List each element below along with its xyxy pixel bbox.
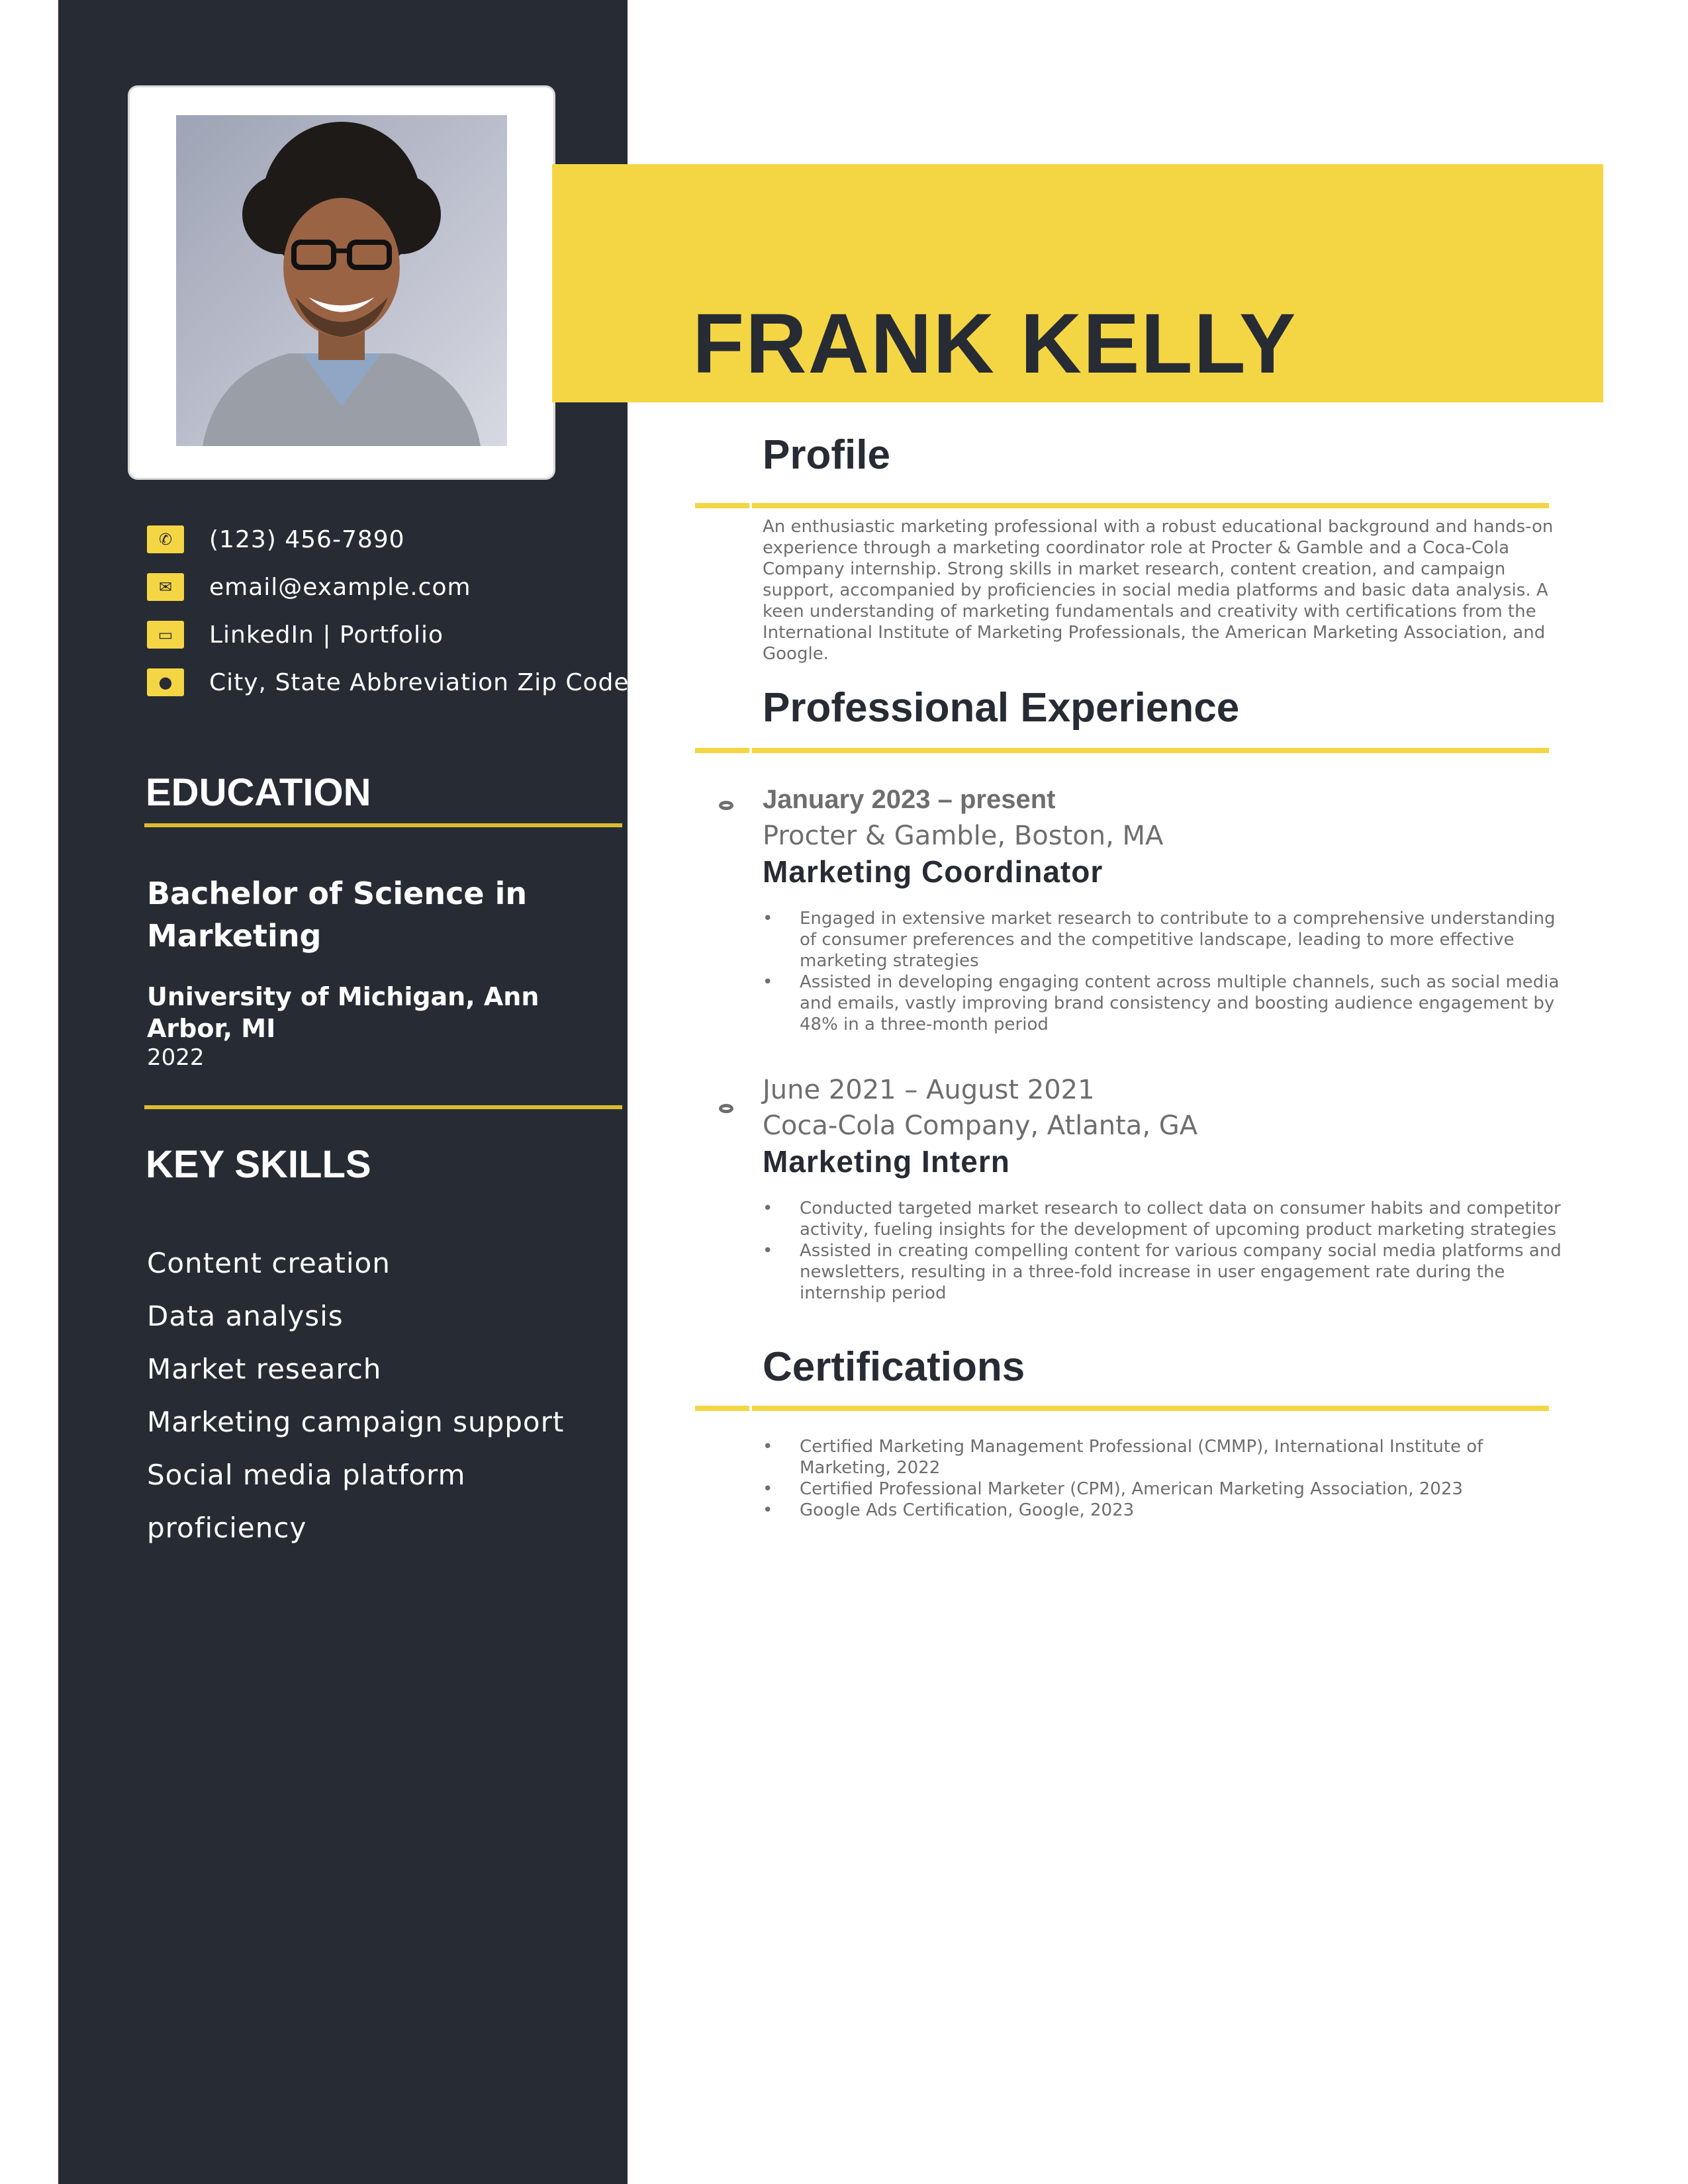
skill-item: Content creation [147, 1247, 391, 1279]
profile-photo [176, 115, 507, 446]
education-year: 2022 [147, 1044, 205, 1071]
location-pin-icon: ● [147, 668, 184, 696]
portrait-illustration [176, 115, 507, 446]
job-company: Procter & Gamble, Boston, MA [763, 821, 1164, 851]
job-title: Marketing Coordinator [763, 854, 1103, 889]
skills-rule [144, 1105, 622, 1109]
skill-item: proficiency [147, 1512, 307, 1544]
certification-item: • Certified Marketing Management Professional (CMMP), International Institute of Marketing, 2022 [800, 1436, 1570, 1479]
skill-item: Social media platform [147, 1459, 466, 1491]
education-rule [144, 823, 622, 827]
job-dates: June 2021 – August 2021 [763, 1075, 1095, 1105]
contact-email[interactable]: ✉ email@example.com [147, 570, 471, 604]
job-bullets [763, 1198, 1570, 1304]
job-title: Marketing Intern [763, 1144, 1010, 1179]
experience-rule-short [695, 748, 749, 753]
job-bullets [763, 908, 1570, 1035]
phone-icon: ✆ [147, 525, 184, 553]
skill-item: Market research [147, 1353, 382, 1385]
certification-list [763, 1436, 1570, 1521]
certifications-heading: Certifications [763, 1344, 1025, 1390]
experience-heading: Professional Experience [763, 685, 1240, 731]
skills-heading: KEY SKILLS [146, 1143, 371, 1186]
certifications-rule [752, 1406, 1549, 1411]
education-school: University of Michigan, Ann Arbor, MI [147, 982, 539, 1043]
contact-address: ● City, State Abbreviation Zip Code [147, 666, 630, 699]
contact-phone: ✆ (123) 456-7890 [147, 523, 405, 556]
job-bullet: • Conducted targeted market research to collect data on consumer habits and competitor activity, fueling insights for the development of upcoming product marketing strategies [800, 1198, 1570, 1240]
laptop-icon: ▭ [147, 621, 184, 649]
skill-item: Data analysis [147, 1300, 344, 1332]
profile-heading: Profile [763, 432, 890, 478]
job-bullet: • Engaged in extensive market research to contribute to a comprehensive understanding of consumer preferences and the competitive landscape, leading to more effective marketing strategies [800, 908, 1570, 972]
envelope-icon: ✉ [147, 573, 184, 601]
job-dates: January 2023 – present [763, 785, 1056, 814]
timeline-marker [719, 1104, 733, 1113]
certification-item: • Google Ads Certification, Google, 2023 [800, 1500, 1570, 1521]
candidate-name: FRANK KELLY [692, 296, 1297, 391]
profile-rule [752, 503, 1549, 508]
job-bullet: • Assisted in developing engaging content across multiple channels, such as social media and emails, vastly improving brand consistency and boosting audience engagement by 48% in a three-month period [800, 972, 1570, 1035]
profile-summary: An enthusiastic marketing professional with a robust educational background and hands-on experience through a marketing coordinator role at Procter & Gamble and a Coca-Cola Company internship. Strong skills in market research, content creation, and campaign support, accompanied by proficiencies in social media platforms and basic data analysis. A keen understanding of marketing fundamentals and creativity with certifications from the International Institute of Marketing Professionals, the American Marketing Association, and Google. [763, 517, 1554, 664]
skill-item: Marketing campaign support [147, 1406, 565, 1438]
contact-links[interactable]: ▭ LinkedIn | Portfolio [147, 618, 444, 651]
job-company: Coca-Cola Company, Atlanta, GA [763, 1111, 1198, 1141]
profile-photo-frame [130, 87, 553, 478]
education-degree: Bachelor of Science in Marketing [147, 876, 528, 954]
timeline-marker [719, 801, 733, 810]
education-heading: EDUCATION [146, 771, 371, 814]
experience-rule [752, 748, 1549, 753]
profile-rule-short [695, 503, 749, 508]
certifications-rule-short [695, 1406, 749, 1411]
certification-item: • Certified Professional Marketer (CPM), American Marketing Association, 2023 [800, 1479, 1570, 1500]
job-bullet: • Assisted in creating compelling content for various company social media platforms and newsletters, resulting in a three-fold increase in user engagement rate during the internship period [800, 1240, 1570, 1304]
